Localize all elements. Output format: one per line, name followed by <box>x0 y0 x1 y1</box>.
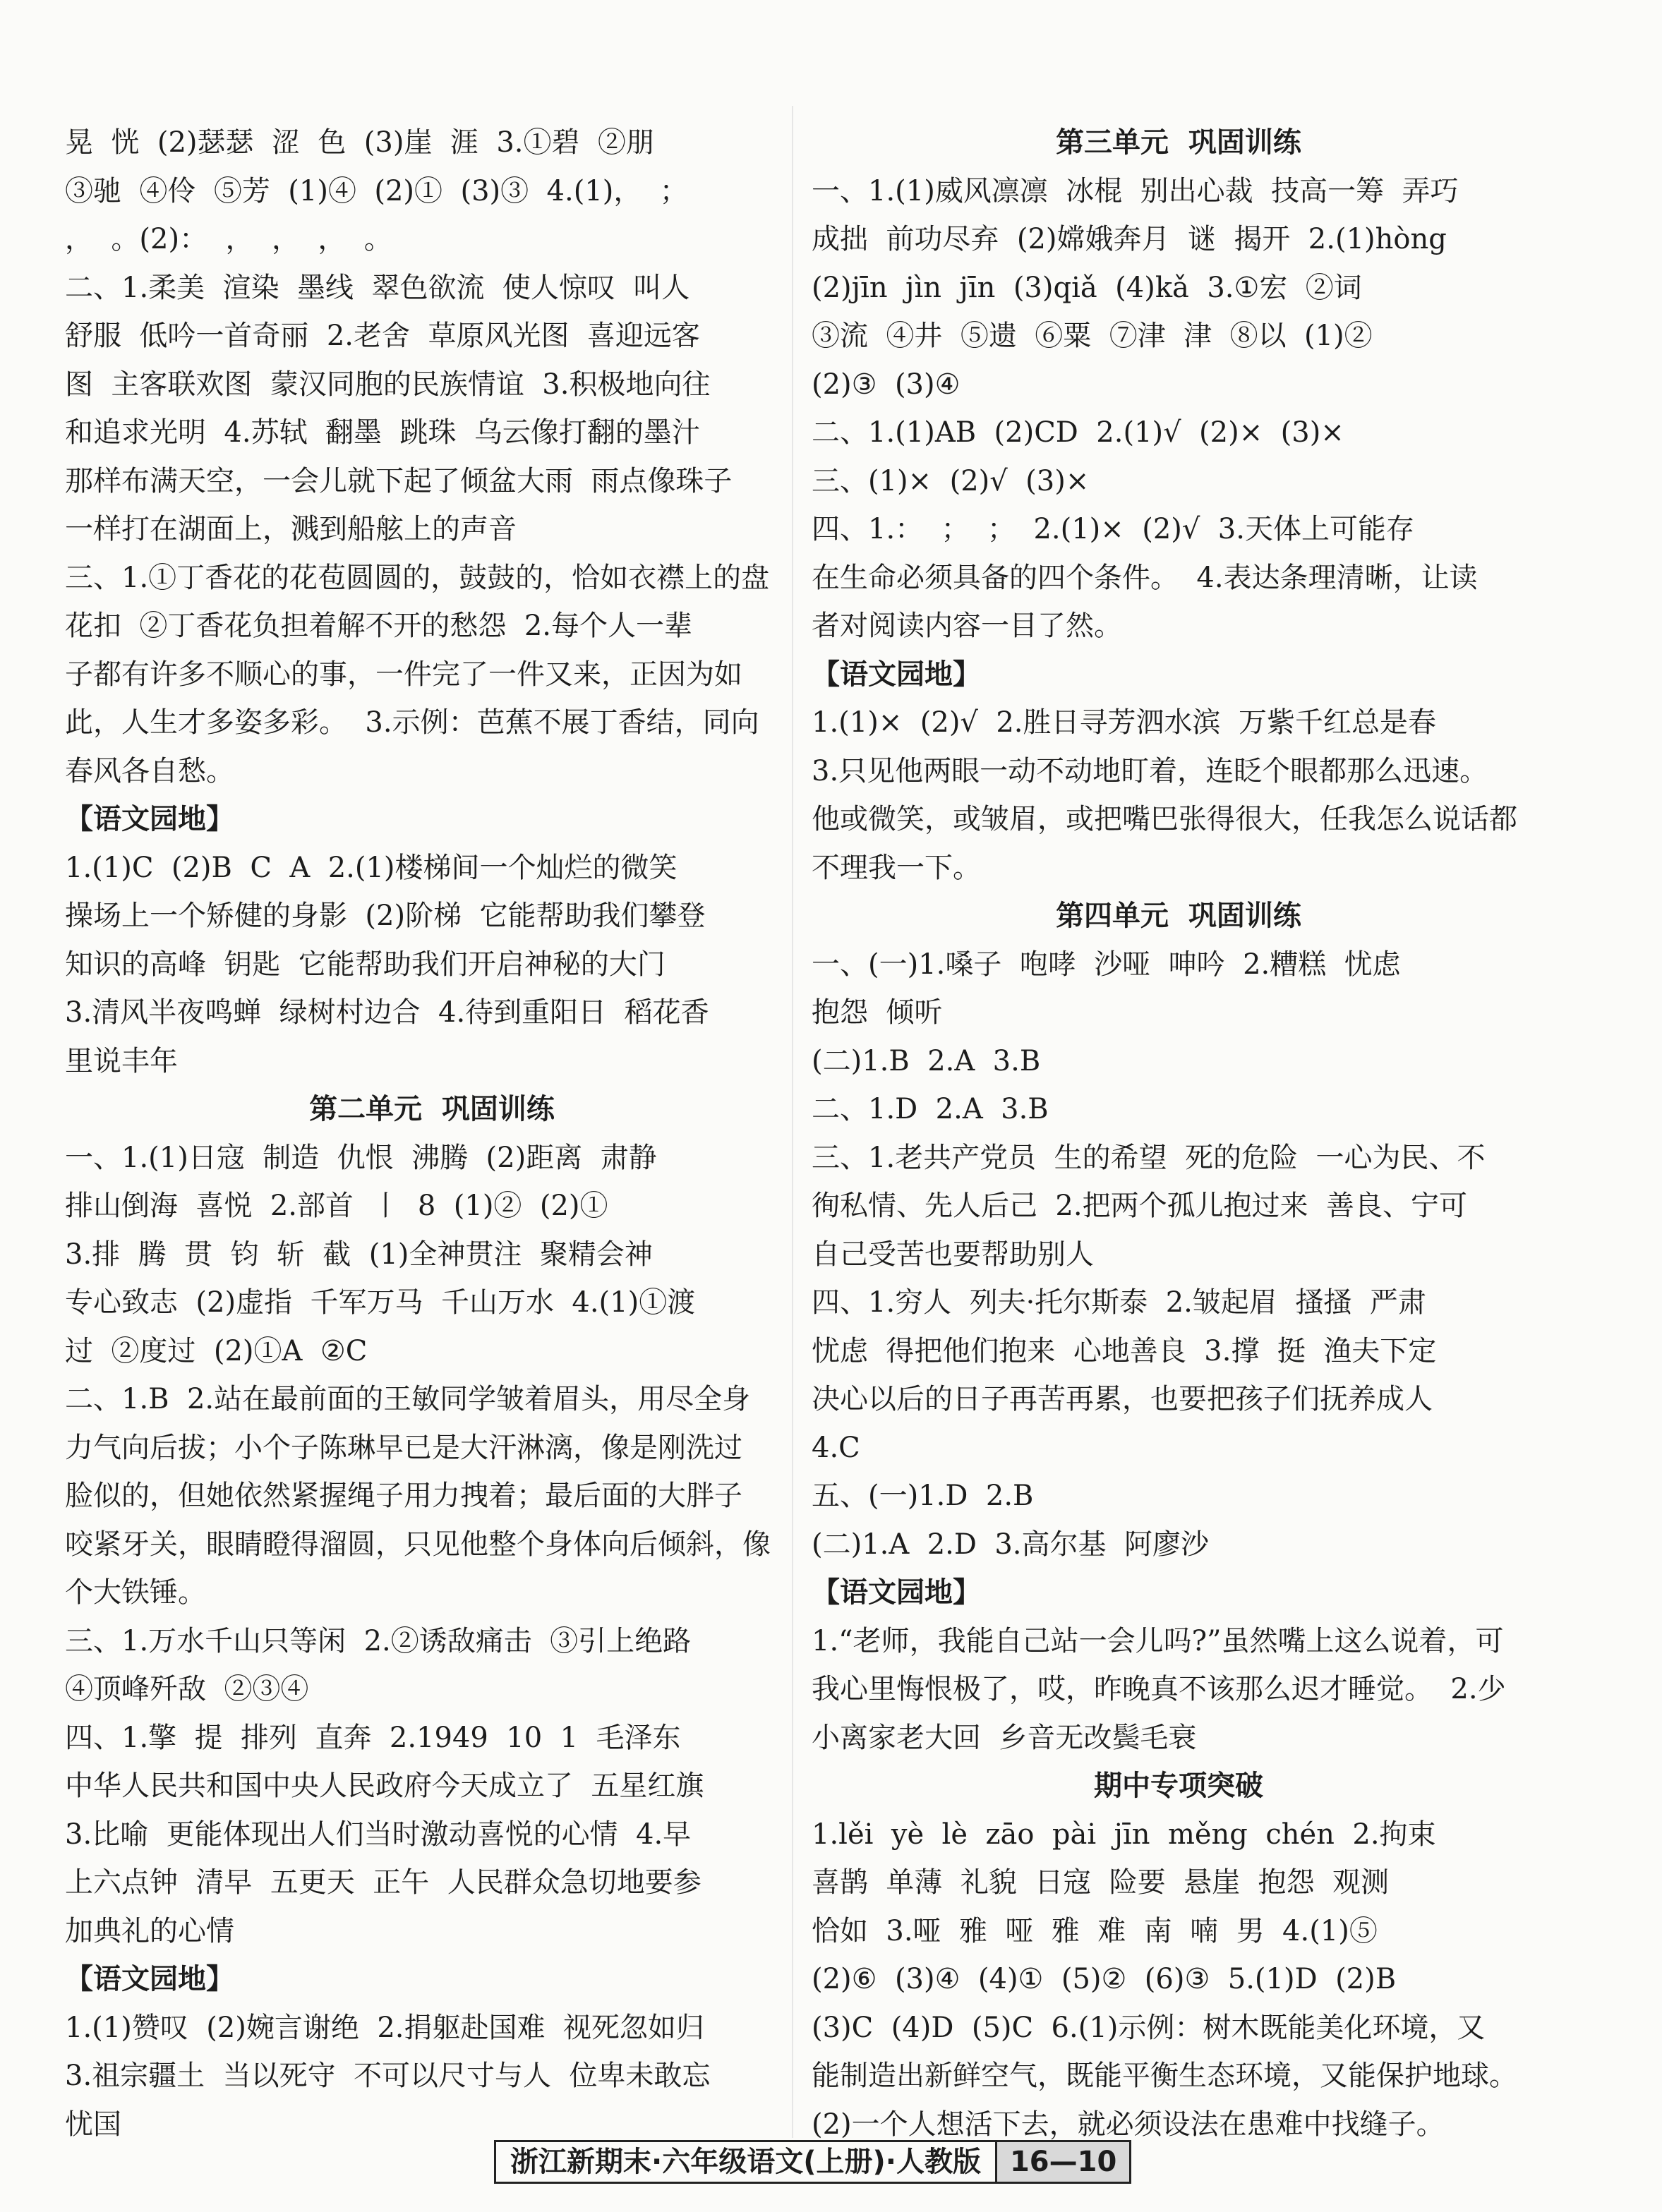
unit-heading: 第三单元 巩固训练 <box>1056 126 1301 159</box>
answer-line: (2)③ (3)④ <box>812 368 961 401</box>
answer-line: 我心里悔恨极了，哎，昨晚真不该那么迟才睡觉。 2.少 <box>812 1673 1506 1705</box>
answer-line: 咬紧牙关，眼睛瞪得溜圆，只见他整个身体向后倾斜，像 <box>65 1528 771 1561</box>
answer-line: 此，人生才多姿多彩。 3.示例：芭蕉不展丁香结，同向 <box>65 706 759 739</box>
answer-line: 三、1.万水千山只等闲 2.②诱敌痛击 ③引上绝路 <box>65 1624 692 1657</box>
answer-line: 4.C <box>812 1431 860 1464</box>
answer-line: 1.(1)× (2)√ 2.胜日寻芳泗水滨 万紫千红总是春 <box>812 706 1436 739</box>
answer-line: 小离家老大回 乡音无改鬓毛衰 <box>812 1721 1197 1754</box>
answer-line: 上六点钟 清早 五更天 正午 人民群众急切地要参 <box>65 1866 701 1899</box>
answer-line: 舒服 低吟一首奇丽 2.老舍 草原风光图 喜迎远客 <box>65 320 700 352</box>
answer-line: 抱怨 倾听 <box>812 996 943 1029</box>
section-label: 【语文园地】 <box>812 657 981 691</box>
answer-line: (3)C (4)D (5)C 6.(1)示例：树木既能美化环境，又 <box>812 2011 1486 2044</box>
answer-line: (二)1.A 2.D 3.高尔基 阿廖沙 <box>812 1528 1209 1561</box>
section-label: 【语文园地】 <box>65 1962 234 1995</box>
answer-line: 3.排 腾 贯 钧 斩 截 (1)全神贯注 聚精会神 <box>65 1238 653 1271</box>
answer-line: 中华人民共和国中央人民政府今天成立了 五星红旗 <box>65 1770 704 1802</box>
answer-line: 1.“老师，我能自己站一会儿吗?”虽然嘴上这么说着，可 <box>812 1624 1504 1657</box>
answer-line: 一、1.(1)威风凛凛 冰棍 别出心裁 技高一筹 弄巧 <box>812 174 1459 207</box>
section-label: 【语文园地】 <box>65 802 234 835</box>
right-column <box>812 119 1546 2148</box>
answer-line: 一、1.(1)日寇 制造 仇恨 沸腾 (2)距离 肃静 <box>65 1141 657 1174</box>
answer-line: 知识的高峰 钥匙 它能帮助我们开启神秘的大门 <box>65 948 666 981</box>
answer-line: 脸似的，但她依然紧握绳子用力拽着；最后面的大胖子 <box>65 1480 742 1512</box>
answer-line: 排山倒海 喜悦 2.部首 丨 8 (1)② (2)① <box>65 1190 608 1222</box>
answer-line: 不理我一下。 <box>812 851 981 884</box>
answer-line: 三、1.老共产党员 生的希望 死的危险 一心为民、不 <box>812 1141 1486 1174</box>
answer-line: 3.清风半夜鸣蝉 绿树村边合 4.待到重阳日 稻花香 <box>65 996 709 1029</box>
answer-line: ③驰 ④伶 ⑤芳 (1)④ (2)① (3)③ 4.(1)， ； <box>65 174 688 207</box>
unit-heading: 第四单元 巩固训练 <box>1056 899 1301 932</box>
answer-line: 子都有许多不顺心的事，一件完了一件又来，正因为如 <box>65 658 742 691</box>
answer-line: 一、(一)1.嗓子 咆哮 沙哑 呻吟 2.糟糕 忧虑 <box>812 948 1401 981</box>
answer-line: 恰如 3.哑 雅 哑 雅 难 南 喃 男 4.(1)⑤ <box>812 1914 1378 1947</box>
answer-line: (2)⑥ (3)④ (4)① (5)② (6)③ 5.(1)D (2)B <box>812 1963 1397 1995</box>
unit-heading: 期中专项突破 <box>1094 1769 1263 1802</box>
answer-line: 能制造出新鲜空气，既能平衡生态环境，又能保护地球。 <box>812 2060 1517 2092</box>
answer-line: 花扣 ②丁香花负担着解不开的愁怨 2.每个人一辈 <box>65 610 693 642</box>
section-label: 【语文园地】 <box>812 1576 981 1609</box>
answer-line: 决心以后的日子再苦再累，也要把孩子们抚养成人 <box>812 1383 1433 1415</box>
answer-line: 二、1.D 2.A 3.B <box>812 1093 1049 1125</box>
answer-line: 1.(1)赞叹 (2)婉言谢绝 2.捐躯赴国难 视死忽如归 <box>65 2011 704 2044</box>
answer-line: 操场上一个矫健的身影 (2)阶梯 它能帮助我们攀登 <box>65 900 706 932</box>
answer-line: 晃 恍 (2)瑟瑟 涩 色 (3)崖 涯 3.①碧 ②朋 <box>65 126 654 159</box>
answer-line: 忧国 <box>65 2108 121 2141</box>
answer-line: 徇私情、先人后己 2.把两个孤儿抱过来 善良、宁可 <box>812 1190 1468 1222</box>
answer-line: 过 ②度过 (2)①A ②C <box>65 1334 368 1367</box>
answer-line: 一样打在湖面上，溅到船舷上的声音 <box>65 513 517 545</box>
answer-line: 专心致志 (2)虚指 千军万马 千山万水 4.(1)①渡 <box>65 1286 696 1319</box>
answer-line: 三、(1)× (2)√ (3)× <box>812 464 1090 497</box>
answer-line: 和追求光明 4.苏轼 翻墨 跳珠 乌云像打翻的墨汁 <box>65 416 700 449</box>
answer-line: (二)1.B 2.A 3.B <box>812 1044 1041 1077</box>
answer-line: 他或微笑，或皱眉，或把嘴巴张得很大，任我怎么说话都 <box>812 803 1517 835</box>
answer-line: 力气向后拔；小个子陈琳早已是大汗淋漓，像是刚洗过 <box>65 1431 742 1464</box>
answer-line: 四、1.： ； ； 2.(1)× (2)√ 3.天体上可能存 <box>812 513 1414 545</box>
answer-line: ， 。(2)： ， ， ， 。 <box>65 223 392 255</box>
answer-line: 五、(一)1.D 2.B <box>812 1480 1034 1512</box>
answer-line: 忧虑 得把他们抱来 心地善良 3.撑 挺 渔夫下定 <box>812 1334 1437 1367</box>
answer-line: 图 主客联欢图 蒙汉同胞的民族情谊 3.积极地向往 <box>65 368 711 401</box>
answer-line: 三、1.①丁香花的花苞圆圆的，鼓鼓的，恰如衣襟上的盘 <box>65 561 770 594</box>
answer-line: 加典礼的心情 <box>65 1914 234 1947</box>
answer-line: 成拙 前功尽弃 (2)嫦娥奔月 谜 揭开 2.(1)hòng <box>812 223 1447 255</box>
answer-line: 1.(1)C (2)B C A 2.(1)楼梯间一个灿烂的微笑 <box>65 851 678 884</box>
answer-line: 里说丰年 <box>65 1044 178 1077</box>
answer-line: (2)一个人想活下去，就必须设法在患难中找缝子。 <box>812 2108 1445 2141</box>
book-title: 浙江新期末·六年级语文(上册)·人教版 <box>494 2140 997 2184</box>
unit-heading: 第二单元 巩固训练 <box>309 1092 555 1125</box>
answer-line: 那样布满天空，一会儿就下起了倾盆大雨 雨点像珠子 <box>65 464 733 497</box>
answer-line: 者对阅读内容一目了然。 <box>812 610 1122 642</box>
answer-line: 3.祖宗疆土 当以死守 不可以尺寸与人 位卑未敢忘 <box>65 2060 711 2092</box>
answer-line: 四、1.穷人 列夫·托尔斯泰 2.皱起眉 搔搔 严肃 <box>812 1286 1426 1319</box>
answer-line: 喜鹊 单薄 礼貌 日寇 险要 悬崖 抱怨 观测 <box>812 1866 1390 1899</box>
left-column <box>65 119 799 2148</box>
answer-line: 四、1.擎 提 排列 直奔 2.1949 10 1 毛泽东 <box>65 1721 681 1754</box>
answer-line: ④顶峰歼敌 ②③④ <box>65 1673 309 1705</box>
answer-line: 二、1.B 2.站在最前面的王敏同学皱着眉头，用尽全身 <box>65 1383 751 1415</box>
answer-line: 在生命必须具备的四个条件。 4.表达条理清晰，让读 <box>812 561 1478 594</box>
answer-line: 1.lěi yè lè zāo pài jīn měng chén 2.拘束 <box>812 1818 1436 1851</box>
answer-line: (2)jīn jìn jīn (3)qiǎ (4)kǎ 3.①宏 ②词 <box>812 271 1362 304</box>
answer-line: 个大铁锤。 <box>65 1576 206 1609</box>
answer-line: 二、1.(1)AB (2)CD 2.(1)√ (2)× (3)× <box>812 416 1344 449</box>
answer-line: 二、1.柔美 渲染 墨线 翠色欲流 使人惊叹 叫人 <box>65 271 690 304</box>
answer-line: ③流 ④井 ⑤遗 ⑥粟 ⑦津 津 ⑧以 (1)② <box>812 320 1373 352</box>
answer-line: 3.只见他两眼一动不动地盯着，连眨个眼都那么迅速。 <box>812 754 1488 787</box>
answer-line: 自己受苦也要帮助别人 <box>812 1238 1094 1271</box>
page-number: 16—10 <box>997 2140 1131 2184</box>
page-footer <box>494 2140 1131 2184</box>
answer-line: 春风各自愁。 <box>65 754 234 787</box>
answer-line: 3.比喻 更能体现出人们当时激动喜悦的心情 4.早 <box>65 1818 692 1851</box>
